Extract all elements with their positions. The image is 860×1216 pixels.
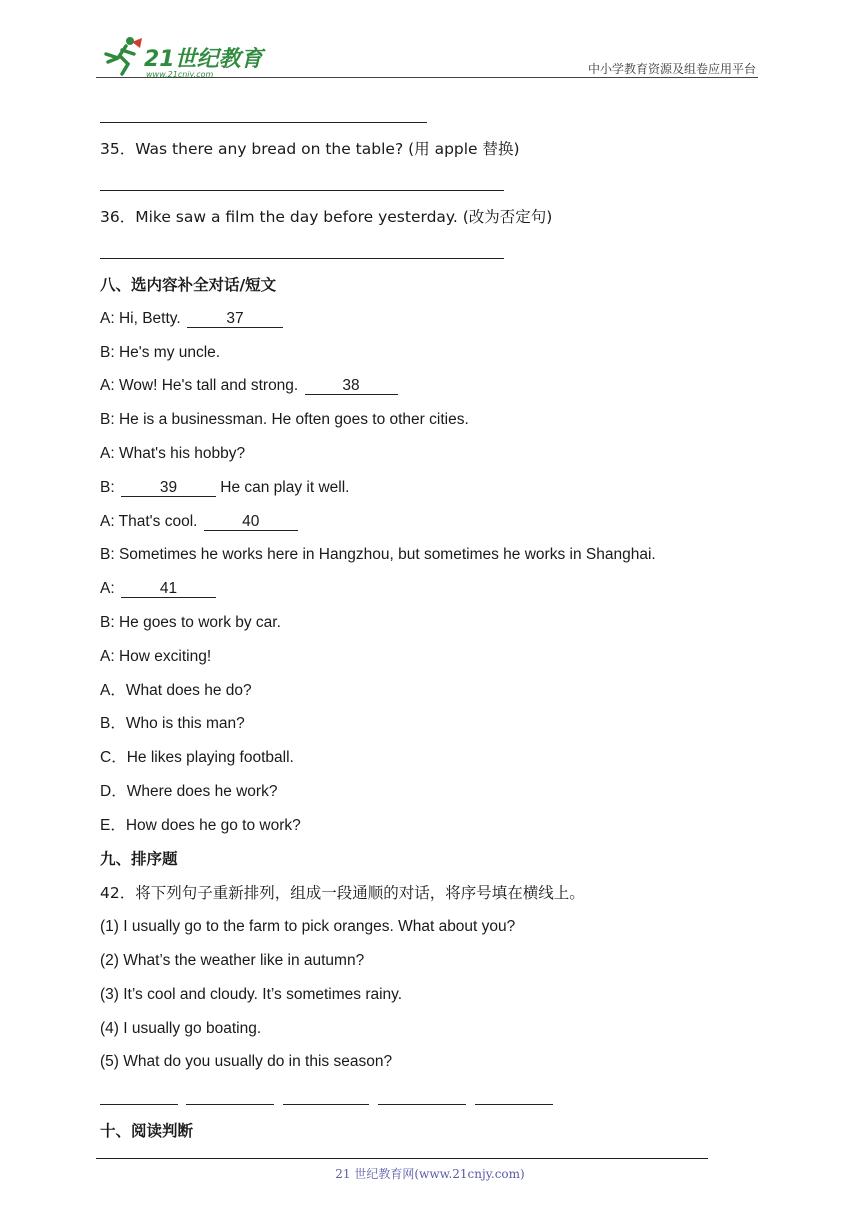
option-e: E．How does he go to work? <box>100 817 301 834</box>
site-logo <box>96 34 266 78</box>
option-a: A．What does he do? <box>100 682 252 699</box>
dialogue-line <box>100 309 283 329</box>
sentence-4: (4) I usually go boating. <box>100 1020 262 1037</box>
blank-39[interactable]: 39 <box>121 479 216 497</box>
option-c: C．He likes playing football. <box>100 749 294 766</box>
logo-text: 21世纪教育 <box>144 47 263 72</box>
sentence-2: (2) What’s the weather like in autumn? <box>100 952 365 969</box>
footer-divider <box>96 1158 708 1159</box>
dialogue-text: A: Hi, Betty. <box>100 310 185 327</box>
sentence-1: (1) I usually go to the farm to pick oranges. What about you? <box>100 918 516 935</box>
section-10-title: 十、阅读判断 <box>100 1122 194 1140</box>
dialogue-line: A: How exciting! <box>100 648 212 665</box>
sentence-3: (3) It’s cool and cloudy. It’s sometimes rainy. <box>100 986 403 1003</box>
option-b: B．Who is this man? <box>100 715 245 732</box>
dialogue-text: A: Wow! He's tall and strong. <box>100 377 303 394</box>
dialogue-line: B: He's my uncle. <box>100 344 221 361</box>
header-divider <box>96 77 758 78</box>
dialogue-text: A: That's cool. <box>100 513 202 530</box>
dialogue-text: He can play it well. <box>215 479 350 496</box>
option-d: D．Where does he work? <box>100 783 278 800</box>
blank-40[interactable]: 40 <box>204 513 298 531</box>
dialogue-line: B: He is a businessman. He often goes to other cities. <box>100 411 469 428</box>
section-8-title: 八、选内容补全对话/短文 <box>100 276 277 294</box>
question-36: 36．Mike saw a film the day before yesterday. (改为否定句) <box>100 208 553 226</box>
dialogue-line <box>100 579 216 599</box>
blank-37[interactable]: 37 <box>187 310 283 328</box>
dialogue-line: B: He goes to work by car. <box>100 614 281 631</box>
answer-line-35[interactable] <box>100 190 504 191</box>
blank-38[interactable]: 38 <box>305 377 398 395</box>
answer-line-36[interactable] <box>100 258 504 259</box>
question-35: 35．Was there any bread on the table? (用 apple 替换) <box>100 140 520 158</box>
order-answer-line-2[interactable] <box>186 1104 274 1105</box>
dialogue-line: B: Sometimes he works here in Hangzhou, but sometimes he works in Shanghai. <box>100 546 656 563</box>
blank-41[interactable]: 41 <box>121 580 216 598</box>
runner-icon <box>106 37 142 74</box>
order-answer-line-4[interactable] <box>378 1104 466 1105</box>
dialogue-line: A: What's his hobby? <box>100 445 246 462</box>
dialogue-text: A: <box>100 580 119 597</box>
order-answer-line-3[interactable] <box>283 1104 369 1105</box>
section-9-title: 九、排序题 <box>100 850 178 868</box>
dialogue-line <box>100 376 398 396</box>
dialogue-line <box>100 478 349 498</box>
header-platform-text: 中小学教育资源及组卷应用平台 <box>587 62 756 76</box>
logo-url: www.21cnjy.com <box>146 70 214 78</box>
dialogue-line <box>100 512 298 532</box>
order-answer-line-1[interactable] <box>100 1104 178 1105</box>
dialogue-text: B: <box>100 479 119 496</box>
footer-text[interactable]: 21 世纪教育网(www.21cnjy.com) <box>335 1167 525 1181</box>
sentence-5: (5) What do you usually do in this season? <box>100 1053 393 1070</box>
order-answer-line-5[interactable] <box>475 1104 553 1105</box>
page-header <box>96 30 758 78</box>
question-42-instruction: 42．将下列句子重新排列，组成一段通顺的对话，将序号填在横线上。 <box>100 884 585 902</box>
answer-line-34[interactable] <box>100 122 427 123</box>
